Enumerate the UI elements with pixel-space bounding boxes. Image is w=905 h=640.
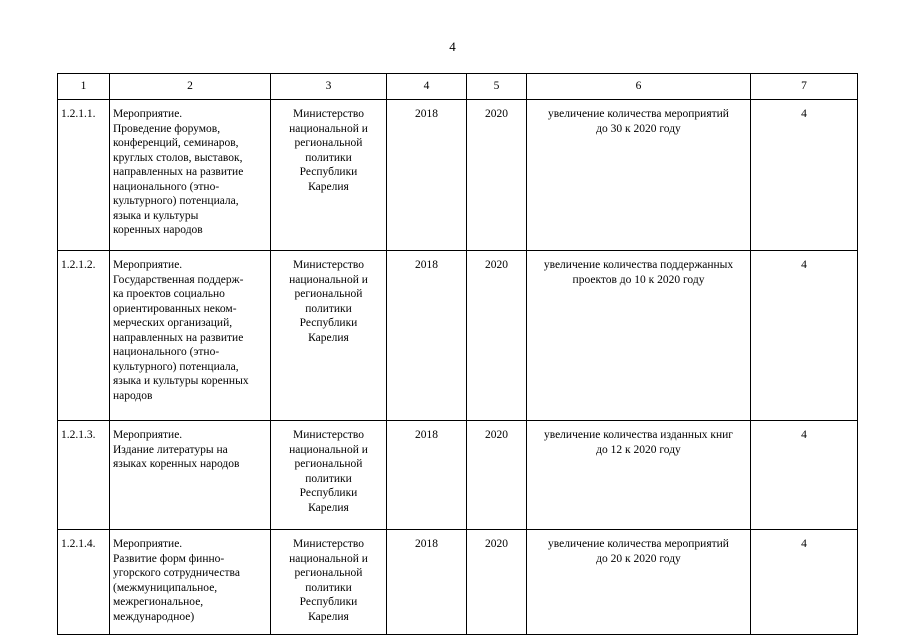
row-number: 1.2.1.1. xyxy=(58,100,110,251)
header-cell: 4 xyxy=(387,74,467,100)
header-cell: 3 xyxy=(271,74,387,100)
event-name: Мероприятие. Издание литературы на языках коренных народов xyxy=(110,421,271,530)
start-year: 2018 xyxy=(387,251,467,421)
expected-result: увеличение количества мероприятий до 20 к 2020 году xyxy=(527,530,751,635)
table-row xyxy=(58,100,858,251)
column-7-value: 4 xyxy=(751,530,858,635)
table-header-row xyxy=(58,74,858,100)
expected-result: увеличение количества изданных книг до 12 к 2020 году xyxy=(527,421,751,530)
table-row xyxy=(58,421,858,530)
event-name: Мероприятие. Проведение форумов, конференций, семинаров, круглых столов, выставок, направленных на развитие национального (этно- культурного) потенциала, языка и культуры коренных народов xyxy=(110,100,271,251)
row-number: 1.2.1.2. xyxy=(58,251,110,421)
column-7-value: 4 xyxy=(751,100,858,251)
table-row xyxy=(58,251,858,421)
table-row xyxy=(58,530,858,635)
start-year: 2018 xyxy=(387,421,467,530)
page-number: 4 xyxy=(449,39,456,54)
header-cell: 1 xyxy=(58,74,110,100)
end-year: 2020 xyxy=(467,251,527,421)
header-cell: 5 xyxy=(467,74,527,100)
responsible-org: Министерство национальной и региональной политики Республики Карелия xyxy=(271,421,387,530)
row-number: 1.2.1.3. xyxy=(58,421,110,530)
start-year: 2018 xyxy=(387,100,467,251)
header-cell: 2 xyxy=(110,74,271,100)
start-year: 2018 xyxy=(387,530,467,635)
responsible-org: Министерство национальной и региональной политики Республики Карелия xyxy=(271,530,387,635)
end-year: 2020 xyxy=(467,421,527,530)
event-name: Мероприятие. Развитие форм финно- угорского сотрудничества (межмуниципальное, межрегиональное, международное) xyxy=(110,530,271,635)
expected-result: увеличение количества поддержанных проектов до 10 к 2020 году xyxy=(527,251,751,421)
row-number: 1.2.1.4. xyxy=(58,530,110,635)
column-7-value: 4 xyxy=(751,251,858,421)
event-name: Мероприятие. Государственная поддерж- ка проектов социально ориентированных неком- мерческих организаций, направленных на развитие национального (этно- культурного) потенциала, языка и культуры коренных народов xyxy=(110,251,271,421)
header-cell: 7 xyxy=(751,74,858,100)
expected-result: увеличение количества мероприятий до 30 к 2020 году xyxy=(527,100,751,251)
column-7-value: 4 xyxy=(751,421,858,530)
end-year: 2020 xyxy=(467,530,527,635)
events-table xyxy=(57,73,858,635)
responsible-org: Министерство национальной и региональной политики Республики Карелия xyxy=(271,251,387,421)
header-cell: 6 xyxy=(527,74,751,100)
responsible-org: Министерство национальной и региональной политики Республики Карелия xyxy=(271,100,387,251)
end-year: 2020 xyxy=(467,100,527,251)
